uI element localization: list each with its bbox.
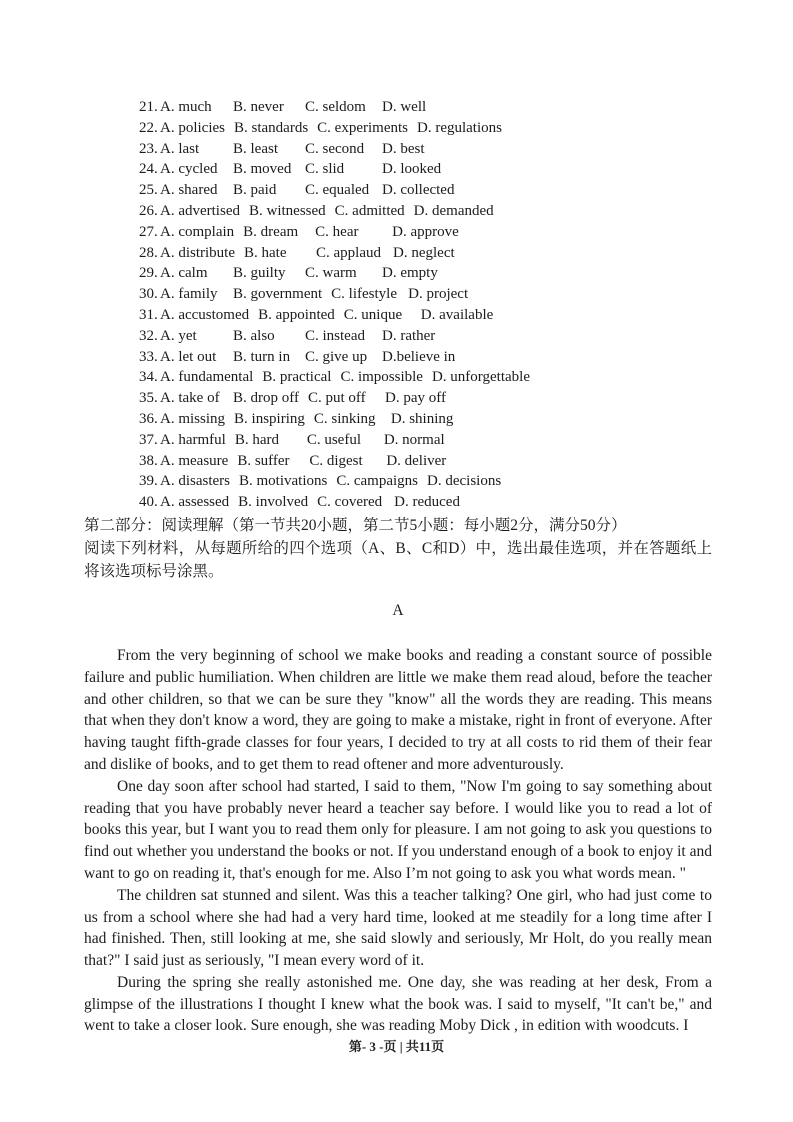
option-C: C. applaud [316, 244, 381, 261]
option-D: D. project [408, 286, 469, 303]
question-options [160, 432, 454, 448]
question-options [160, 120, 511, 136]
option-D: D. best [382, 140, 425, 157]
option-A: A. much [160, 99, 212, 115]
passage-paragraph: During the spring she really astonished me. One day, she was reading at her desk, From a glimpse of the illustrations I thought I knew what the book was. I said to myself, "It can't be," and went to take a closer look. Sure enough, she was reading Moby Dick , in edition with woodcuts. I [84, 973, 712, 1035]
option-C: C. seldom [305, 99, 366, 115]
option-A: A. shared [160, 182, 218, 199]
cloze-question-row [139, 430, 712, 451]
option-C: C. sinking [313, 410, 376, 427]
option-A: A. yet [160, 327, 197, 344]
cloze-question-row [139, 118, 712, 139]
passage-section-label: A [392, 601, 404, 619]
question-options [160, 307, 502, 323]
cloze-question-row [139, 263, 712, 284]
option-D: D. decisions [427, 473, 502, 490]
passage-paragraph: One day soon after school had started, I said to them, "Now I'm going to say something about reading that you have probably never heard a teacher say before. I would like you to read a lot of books this year, but I want you to read them only for pleasure. I am not going to ask you questions to find out whether you understand the books or not. If you understand enough of a book to enjoy it and want to go on reading it, that's enough for me. Also I’m not going to ask you what words mean. " [84, 777, 712, 882]
option-A: A. fundamental [160, 369, 254, 386]
question-options [160, 286, 477, 302]
option-A: A. family [160, 286, 218, 303]
question-options [160, 161, 450, 177]
option-D: D. shining [390, 410, 454, 427]
question-number: 23. [139, 140, 158, 157]
cloze-question-row [139, 326, 712, 347]
cloze-question-list [139, 97, 712, 513]
option-B: B. standards [234, 119, 309, 136]
question-number: 33. [139, 348, 158, 365]
option-A: A. advertised [160, 202, 240, 219]
option-B: B. turn in [233, 348, 291, 365]
question-options [160, 473, 510, 489]
option-B: B. never [233, 99, 284, 115]
option-A: A. complain [160, 223, 235, 240]
part2-title: 第二部分：阅读理解（第一节共20小题，第二节5小题：每小题2分，满分50分） [84, 516, 627, 534]
option-B: B. paid [233, 182, 277, 199]
option-C: C. covered [317, 494, 383, 511]
question-number: 31. [139, 306, 158, 323]
question-options [160, 224, 468, 240]
option-C: C. campaigns [336, 473, 418, 490]
page-footer: 第- 3 -页 | 共11页 [348, 1039, 445, 1054]
option-D: D. neglect [393, 244, 455, 261]
option-B: B. involved [238, 494, 309, 511]
question-options [160, 265, 447, 281]
option-B: B. guilty [233, 265, 286, 282]
question-number: 26. [139, 202, 158, 219]
option-C: C. put off [307, 390, 366, 407]
question-number: 22. [139, 119, 158, 136]
option-B: B. motivations [239, 473, 328, 490]
cloze-question-row [139, 347, 712, 368]
option-A: A. harmful [160, 431, 226, 448]
cloze-question-row [139, 367, 712, 388]
option-B: B. inspiring [234, 410, 305, 427]
option-D: D. empty [382, 265, 438, 282]
cloze-question-row [139, 471, 712, 492]
cloze-question-row [139, 243, 712, 264]
question-number: 29. [139, 265, 158, 282]
option-C: C. second [305, 140, 365, 157]
option-A: A. last [160, 140, 200, 157]
option-D: D. rather [382, 327, 436, 344]
option-C: C. experiments [317, 119, 408, 136]
cloze-question-row [139, 97, 712, 118]
option-D: D. approve [392, 223, 459, 240]
option-C: C. warm [305, 265, 357, 282]
cloze-question-row [139, 180, 712, 201]
cloze-question-row [139, 409, 712, 430]
part2-heading-block [84, 514, 712, 583]
option-D: D. well [382, 99, 427, 115]
question-number: 37. [139, 431, 158, 448]
option-D: D. normal [383, 431, 445, 448]
question-number: 34. [139, 369, 158, 386]
option-B: B. hate [244, 244, 287, 261]
question-number: 27. [139, 223, 158, 240]
option-D: D. reduced [394, 494, 460, 511]
option-C: C. admitted [334, 202, 405, 219]
option-D: D. pay off [384, 390, 446, 407]
question-options [160, 390, 455, 406]
question-number: 38. [139, 452, 158, 469]
question-options [160, 99, 435, 115]
option-B: B. suffer [237, 452, 290, 469]
option-D: D. collected [382, 182, 455, 199]
option-D: D.believe in [382, 348, 456, 365]
question-number: 25. [139, 182, 158, 199]
question-number: 40. [139, 494, 158, 511]
option-D: D. looked [382, 161, 442, 178]
option-C: C. slid [305, 161, 345, 178]
page-content [84, 0, 712, 1037]
question-number: 24. [139, 161, 158, 178]
option-C: C. impossible [340, 369, 423, 386]
option-B: B. least [233, 140, 278, 157]
option-A: A. missing [160, 410, 226, 427]
cloze-question-row [139, 305, 712, 326]
question-options [160, 141, 434, 157]
option-A: A. measure [160, 452, 229, 469]
option-C: C. useful [306, 431, 361, 448]
passage-paragraph: From the very beginning of school we make books and reading a constant source of possible failure and public humiliation. When children are little we make them read aloud, before the teacher and other children, so that we can be sure they "know" all the words they are reading. This means that when they don't know a word, they are going to make a mistake, right in front of everyone. After having taught fifth-grade classes for four years, I decided to try at all costs to rid them of their fear and dislike of books, and to get them to read oftener and more adventurously. [84, 646, 712, 773]
option-B: B. witnessed [248, 202, 326, 219]
question-number: 32. [139, 327, 158, 344]
option-C: C. hear [315, 223, 359, 240]
option-C: C. equaled [305, 182, 370, 199]
part2-instructions: 阅读下列材料，从每题所给的四个选项（A、B、C和D）中，选出最佳选项，并在答题纸上将该选项标号涂黑。 [84, 539, 712, 580]
option-D: D. deliver [386, 452, 447, 469]
cloze-question-row [139, 201, 712, 222]
question-options [160, 494, 469, 510]
option-A: A. policies [160, 119, 225, 136]
cloze-question-row [139, 451, 712, 472]
question-number: 35. [139, 390, 158, 407]
option-A: A. assessed [160, 494, 230, 511]
option-A: A. distribute [160, 244, 235, 261]
option-A: A. calm [160, 265, 208, 282]
option-B: B. practical [262, 369, 332, 386]
cloze-question-row [139, 159, 712, 180]
option-B: B. dream [243, 223, 299, 240]
option-C: C. digest [309, 452, 363, 469]
option-A: A. take of [160, 390, 220, 407]
cloze-question-row [139, 388, 712, 409]
question-number: 39. [139, 473, 158, 490]
question-options [160, 369, 539, 385]
option-C: C. instead [305, 327, 365, 344]
question-options [160, 453, 455, 469]
option-D: D. unforgettable [431, 369, 530, 386]
option-C: C. lifestyle [331, 286, 397, 303]
option-A: A. accustomed [160, 306, 250, 323]
reading-passage [84, 645, 712, 1037]
option-B: B. moved [233, 161, 292, 178]
option-B: B. hard [234, 431, 279, 448]
question-options [160, 411, 462, 427]
option-A: A. cycled [160, 161, 218, 178]
cloze-question-row [139, 222, 712, 243]
question-options [160, 349, 464, 365]
question-options [160, 245, 464, 261]
option-A: A. disasters [160, 473, 230, 490]
option-D: D. demanded [413, 202, 494, 219]
cloze-question-row [139, 284, 712, 305]
question-number: 28. [139, 244, 158, 261]
option-A: A. let out [160, 348, 217, 365]
question-options [160, 182, 463, 198]
cloze-question-row [139, 139, 712, 160]
option-B: B. appointed [258, 306, 335, 323]
option-D: D. regulations [417, 119, 502, 136]
question-options [160, 203, 503, 219]
passage-paragraph: The children sat stunned and silent. Was this a teacher talking? One girl, who had just come to us from a school where she had had a very hard time, looked at me steadily for a long time after I had finished. Then, still looking at me, she said slowly and seriously, Mr Holt, do you really mean that?" I said just as seriously, "I mean every word of it. [84, 886, 712, 970]
option-C: C. give up [305, 348, 368, 365]
question-options [160, 328, 444, 344]
cloze-question-row [139, 492, 712, 513]
question-number: 36. [139, 410, 158, 427]
option-C: C. unique [343, 306, 403, 323]
question-number: 30. [139, 286, 158, 303]
option-B: B. government [233, 286, 323, 303]
option-B: B. drop off [233, 390, 299, 407]
question-number: 21. [139, 99, 158, 115]
option-B: B. also [233, 327, 275, 344]
option-D: D. available [420, 306, 494, 323]
